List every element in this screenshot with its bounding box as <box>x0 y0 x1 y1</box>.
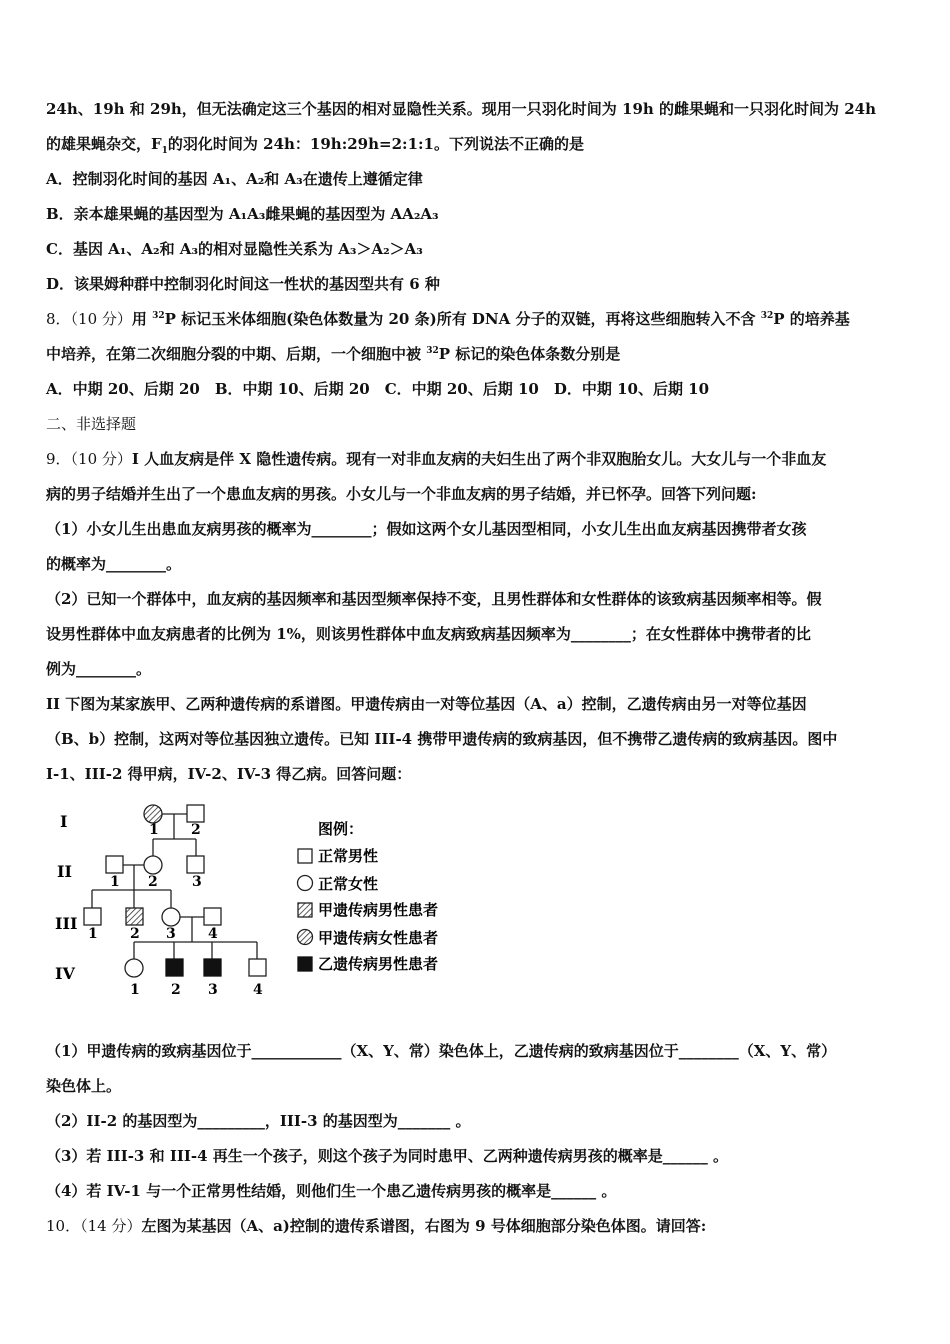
I-1-affected-female-a <box>144 805 162 823</box>
pedigree-figure <box>46 794 910 1034</box>
II-1-normal-male <box>106 856 123 873</box>
legend-normal-male-label: 正常男性 <box>318 847 379 865</box>
gen-label-III: III <box>55 914 78 933</box>
III-2-number: 2 <box>130 926 140 942</box>
gen-label-II: II <box>57 862 72 881</box>
III-1-number: 1 <box>88 926 98 942</box>
q8-options: A．中期 20、后期 20 B．中期 10、后期 20 C．中期 20、后期 10 D．中期 10、后期 10 <box>46 380 710 398</box>
IV-1-normal-female <box>125 959 143 977</box>
q9-stem-line1: 9．（10 分）I 人血友病是伴 X 隐性遗传病。现有一对非血友病的夫妇生出了两个非双胞胎女儿。大女儿与一个非血友 <box>46 450 827 468</box>
q7-option-d: D．该果姆种群中控制羽化时间这一性状的基因型共有 6 种 <box>46 275 440 293</box>
q8-stem-line2: 中培养，在第二次细胞分裂的中期、后期，一个细胞中被 $^{32}$P 标记的染色体条数分别是 <box>46 345 621 363</box>
q7-option-b: B．亲本雄果蝇的基因型为 A₁A₃雌果蝇的基因型为 AA₂A₃ <box>46 205 439 223</box>
q9-part2-line2: 设男性群体中血友病患者的比例为 1%，则该男性群体中血友病致病基因频率为________；在女性群体中携带者的比 <box>46 625 811 643</box>
q7-stem-line2: 的雄果蝇杂交，$F_1$的羽化时间为 24h：19h:29h=2:1:1。下列说法不正确的是 <box>46 135 584 156</box>
III-4-normal-male <box>204 908 221 925</box>
q9-stem-line2: 病的男子结婚并生出了一个患血友病的男孩。小女儿与一个非血友病的男子结婚，并已怀孕。回答下列问题: <box>46 485 757 503</box>
I-2-normal-male <box>187 805 204 822</box>
q9-II-sub2: （2）II-2 的基因型为_________，III-3 的基因型为_______ 。 <box>46 1112 471 1130</box>
q9-II-line3: I-1、III-2 得甲病，IV-2、IV-3 得乙病。回答问题： <box>46 765 412 783</box>
q9-part1-line2: 的概率为________。 <box>46 555 182 573</box>
section-heading: 二、非选择题 <box>46 415 137 433</box>
pedigree-chart <box>46 794 506 1034</box>
q7-option-a: A．控制羽化时间的基因 A₁、A₂和 A₃在遗传上遵循定律 <box>46 170 423 188</box>
II-1-number: 1 <box>110 874 120 890</box>
III-3-normal-female <box>162 908 180 926</box>
q9-part2-line3: 例为________。 <box>46 660 152 678</box>
q9-II-line2: （B、b）控制，这两对等位基因独立遗传。已知 III-4 携带甲遗传病的致病基因，但不携带乙遗传病的致病基因。图中 <box>46 730 838 748</box>
q9-part1-line1: （1）小女儿生出患血友病男孩的概率为________；假如这两个女儿基因型相同，小女儿生出血友病基因携带者女孩 <box>46 520 807 538</box>
q8-stem-line1: 8．（10 分）用 $^{32}$P 标记玉米体细胞(染色体数量为 20 条)所有 DNA 分子的双链，再将这些细胞转入不含 $^{32}$P 的培养基 <box>46 310 850 328</box>
III-4-number: 4 <box>208 926 218 942</box>
gen-label-I: I <box>60 812 68 831</box>
q7-option-c: C．基因 A₁、A₂和 A₃的相对显隐性关系为 A₃＞A₂＞A₃ <box>46 240 423 258</box>
IV-4-number: 4 <box>253 982 263 998</box>
q10-stem: 10．（14 分）左图为某基因（A、a)控制的遗传系谱图，右图为 9 号体细胞部分染色体图。请回答: <box>46 1217 707 1235</box>
q9-II-sub3: （3）若 III-3 和 III-4 再生一个孩子，则这个孩子为同时患甲、乙两种遗传病男孩的概率是______ 。 <box>46 1147 728 1165</box>
III-3-number: 3 <box>166 926 176 942</box>
q9-II-sub1-line2: 染色体上。 <box>46 1077 122 1095</box>
II-3-normal-male <box>187 856 204 873</box>
gen-label-IV: IV <box>55 964 75 983</box>
IV-4-normal-male <box>249 959 266 976</box>
IV-3-affected-male-b <box>204 959 221 976</box>
II-3-number: 3 <box>192 874 202 890</box>
q7-stem-line1: 24h、19h 和 29h，但无法确定这三个基因的相对显隐性关系。现用一只羽化时间为 19h 的雌果蝇和一只羽化时间为 24h <box>46 100 877 118</box>
legend-title: 图例： <box>318 820 364 838</box>
legend-affected-female-a-label: 甲遗传病女性患者 <box>318 929 439 947</box>
legend-normal-female-label: 正常女性 <box>318 875 379 893</box>
I-2-number: 2 <box>191 822 201 838</box>
legend-affected-male-b-label: 乙遗传病男性患者 <box>318 955 439 973</box>
q9-II-sub4: （4）若 IV-1 与一个正常男性结婚，则他们生一个患乙遗传病男孩的概率是______ 。 <box>46 1182 617 1200</box>
II-2-normal-female <box>144 856 162 874</box>
legend-affected-female-a-symbol <box>298 930 313 945</box>
q9-II-line1: II 下图为某家族甲、乙两种遗传病的系谱图。甲遗传病由一对等位基因（A、a）控制，乙遗传病由另一对等位基因 <box>46 695 807 713</box>
IV-2-number: 2 <box>171 982 181 998</box>
document-page <box>46 92 910 1244</box>
II-2-number: 2 <box>148 874 158 890</box>
III-1-normal-male <box>84 908 101 925</box>
IV-2-affected-male-b <box>166 959 183 976</box>
legend-affected-male-b-symbol <box>298 957 312 971</box>
legend-normal-female-symbol <box>298 876 313 891</box>
IV-1-number: 1 <box>130 982 140 998</box>
q9-part2-line1: （2）已知一个群体中，血友病的基因频率和基因型频率保持不变，且男性群体和女性群体的该致病基因频率相等。假 <box>46 590 822 608</box>
I-1-number: 1 <box>149 822 159 838</box>
IV-3-number: 3 <box>208 982 218 998</box>
legend-affected-male-a-symbol <box>298 903 312 917</box>
III-2-affected-male-a <box>126 908 143 925</box>
q9-II-sub1-line1: （1）甲遗传病的致病基因位于____________（X、Y、常）染色体上，乙遗传病的致病基因位于________（X、Y、常） <box>46 1042 837 1060</box>
legend-affected-male-a-label: 甲遗传病男性患者 <box>318 901 439 919</box>
legend-normal-male-symbol <box>298 849 312 863</box>
